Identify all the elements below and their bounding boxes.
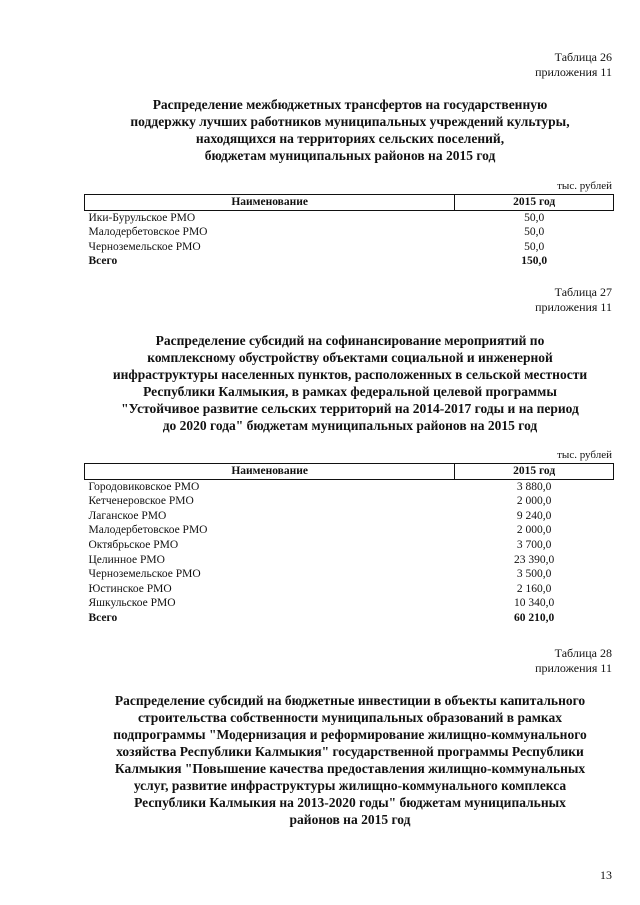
total-row xyxy=(85,611,614,626)
row-value: 3 700,0 xyxy=(516,538,552,551)
table27-caption xyxy=(535,285,612,315)
title-line: инфраструктуры населенных пунктов, расположенных в сельской местности xyxy=(112,367,588,382)
page-number: 13 xyxy=(600,868,612,882)
table26 xyxy=(84,194,614,269)
title-line: районов на 2015 год xyxy=(289,812,411,827)
title-line: Распределение субсидий на бюджетные инвестиции в объекты капитального xyxy=(114,693,586,708)
table27-appendix: приложения 11 xyxy=(535,300,612,314)
table26-caption xyxy=(535,50,612,80)
title-line: Республики Калмыкия, в рамках федеральной целевой программы xyxy=(143,384,557,399)
title-line: комплексному обустройству объектами социальной и инженерной xyxy=(147,350,553,365)
row-value: 10 340,0 xyxy=(514,597,555,610)
total-label: Всего xyxy=(88,611,118,624)
column-header-year: 2015 год xyxy=(455,195,614,211)
row-value: 50,0 xyxy=(524,240,545,253)
table-row xyxy=(85,523,614,538)
table-row xyxy=(85,494,614,509)
table-row xyxy=(85,225,614,240)
title-line: бюджетам муниципальных районов на 2015 год xyxy=(204,148,496,163)
row-value: 2 000,0 xyxy=(516,495,552,508)
row-name: Лаганское РМО xyxy=(88,509,167,522)
table-row xyxy=(85,582,614,597)
row-value: 9 240,0 xyxy=(516,509,552,522)
table28-number: Таблица 28 xyxy=(554,646,612,660)
table-row xyxy=(85,567,614,582)
column-header-year: 2015 год xyxy=(455,464,614,480)
total-value: 60 210,0 xyxy=(514,611,555,624)
table-row xyxy=(85,596,614,611)
title-line: услуг, развитие инфраструктуры жилищно-коммунального комплекса xyxy=(133,778,567,793)
table-row xyxy=(85,538,614,553)
title-line: Распределение межбюджетных трансфертов на государственную xyxy=(152,97,548,112)
row-name: Малодербетовское РМО xyxy=(88,524,208,537)
row-name: Черноземельское РМО xyxy=(88,568,201,581)
table27-number: Таблица 27 xyxy=(554,285,612,299)
row-name: Яшкульское РМО xyxy=(88,597,176,610)
title-line: поддержку лучших работников муниципальных учреждений культуры, xyxy=(130,114,570,129)
title-line: находящихся на территориях сельских поселений, xyxy=(195,131,505,146)
row-value: 50,0 xyxy=(524,211,545,224)
title-line: подпрограммы "Модернизация и реформирование жилищно-коммунального xyxy=(113,727,587,742)
title-line: строительства собственности муниципальных образований в рамках xyxy=(137,710,562,725)
title-line: до 2020 года" бюджетам муниципальных районов на 2015 год xyxy=(162,418,538,433)
row-name: Юстинское РМО xyxy=(88,582,172,595)
row-value: 2 160,0 xyxy=(516,582,552,595)
table-row xyxy=(85,553,614,568)
row-name: Малодербетовское РМО xyxy=(88,226,208,239)
table28-title xyxy=(60,692,640,828)
column-header-name: Наименование xyxy=(85,195,455,211)
table-header-row xyxy=(85,464,614,480)
table-header-row xyxy=(85,195,614,211)
row-value: 23 390,0 xyxy=(514,553,555,566)
table-row xyxy=(85,509,614,524)
table26-units: тыс. рублей xyxy=(557,180,612,192)
table28-appendix: приложения 11 xyxy=(535,661,612,675)
row-name: Ики-Бурульское РМО xyxy=(88,211,196,224)
table-row xyxy=(85,240,614,255)
table27-title xyxy=(60,332,640,434)
total-label: Всего xyxy=(88,255,118,268)
total-value: 150,0 xyxy=(521,255,548,268)
title-line: Распределение субсидий на софинансирование мероприятий по xyxy=(155,333,545,348)
title-line: хозяйства Республики Калмыкия" государственной программы Республики xyxy=(116,744,584,759)
table28-caption xyxy=(535,646,612,676)
row-value: 50,0 xyxy=(524,226,545,239)
row-value: 2 000,0 xyxy=(516,524,552,537)
row-value: 3 500,0 xyxy=(516,568,552,581)
table26-appendix: приложения 11 xyxy=(535,65,612,79)
row-value: 3 880,0 xyxy=(516,480,552,493)
table26-title xyxy=(60,96,640,164)
table26-number: Таблица 26 xyxy=(554,50,612,64)
table27-units: тыс. рублей xyxy=(557,449,612,461)
row-name: Черноземельское РМО xyxy=(88,240,201,253)
title-line: "Устойчивое развитие сельских территорий на 2014-2017 годы и на период xyxy=(121,401,579,416)
row-name: Целинное РМО xyxy=(88,553,165,566)
row-name: Октябрьское РМО xyxy=(88,538,179,551)
row-name: Кетченеровское РМО xyxy=(88,495,194,508)
row-name: Городовиковское РМО xyxy=(88,480,200,493)
table27 xyxy=(84,463,614,626)
column-header-name: Наименование xyxy=(85,464,455,480)
table-row xyxy=(85,479,614,494)
title-line: Республики Калмыкия на 2013-2020 годы" бюджетам муниципальных xyxy=(134,795,566,810)
total-row xyxy=(85,254,614,269)
table-row xyxy=(85,210,614,225)
title-line: Калмыкия "Повышение качества предоставления жилищно-коммунальных xyxy=(114,761,586,776)
